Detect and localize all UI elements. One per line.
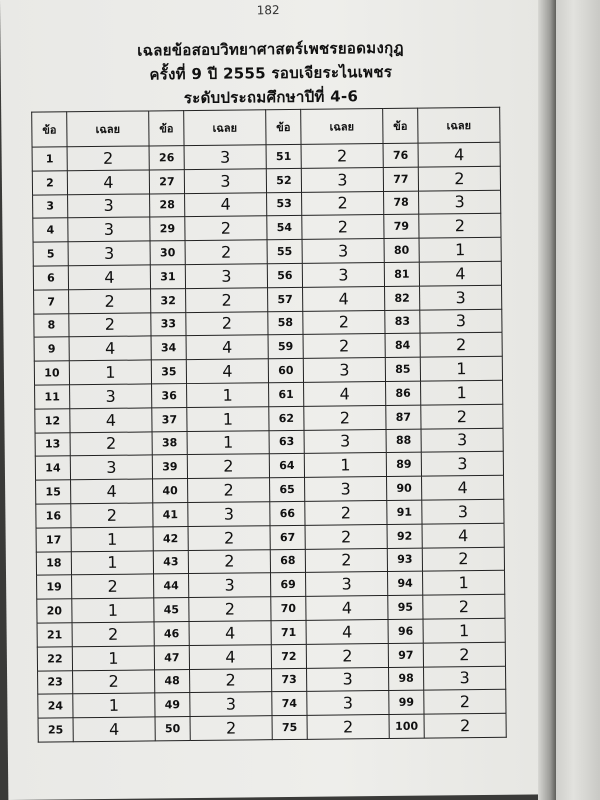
- answer-value: 2: [424, 690, 506, 715]
- question-number: 90: [387, 476, 422, 500]
- question-number: 11: [35, 385, 70, 409]
- page-number: 182: [256, 3, 280, 18]
- book-spine: [538, 0, 558, 800]
- answer-value: 1: [423, 571, 505, 596]
- answer-table: [31, 107, 507, 743]
- answer-value: 2: [423, 594, 505, 619]
- question-number: 13: [35, 432, 70, 456]
- answer-value: 3: [424, 666, 506, 691]
- answer-value: 3: [185, 264, 267, 289]
- answer-value: 2: [418, 166, 500, 191]
- answer-value: 3: [305, 477, 387, 502]
- answer-value: 3: [302, 262, 384, 287]
- answer-value: 2: [71, 503, 153, 528]
- answer-value: 4: [306, 619, 388, 644]
- answer-value: 2: [69, 313, 151, 338]
- question-number: 5: [33, 242, 68, 266]
- answer-value: 4: [186, 335, 268, 360]
- answer-value: 1: [423, 618, 505, 643]
- answer-value: 3: [421, 452, 503, 477]
- answer-value: 1: [71, 550, 153, 575]
- answer-value: 3: [420, 285, 502, 310]
- header-question: ข้อ: [32, 112, 67, 147]
- question-number: 99: [389, 690, 424, 714]
- answer-value: 3: [301, 167, 383, 192]
- question-number: 72: [271, 644, 306, 668]
- question-number: 94: [388, 571, 423, 595]
- question-number: 9: [34, 337, 69, 361]
- answer-value: 4: [418, 142, 500, 167]
- question-number: 82: [385, 286, 420, 310]
- answer-value: 2: [185, 240, 267, 265]
- question-number: 98: [389, 667, 424, 691]
- answer-value: 1: [421, 380, 503, 405]
- question-number: 44: [154, 574, 189, 598]
- question-number: 88: [386, 429, 421, 453]
- answer-value: 2: [305, 524, 387, 549]
- question-number: 48: [155, 669, 190, 693]
- question-number: 22: [37, 647, 72, 671]
- answer-value: 2: [187, 454, 269, 479]
- answer-value: 3: [306, 572, 388, 597]
- answer-value: 3: [303, 358, 385, 383]
- question-number: 4: [33, 218, 68, 242]
- answer-value: 2: [420, 333, 502, 358]
- answer-value: 4: [71, 479, 153, 504]
- question-number: 37: [152, 407, 187, 431]
- question-number: 91: [387, 500, 422, 524]
- question-number: 77: [383, 167, 418, 191]
- question-number: 25: [38, 718, 73, 742]
- answer-value: 1: [187, 383, 269, 408]
- question-number: 14: [35, 456, 70, 480]
- question-number: 61: [269, 382, 304, 406]
- answer-value: 2: [303, 310, 385, 335]
- answer-value: 3: [70, 384, 152, 409]
- answer-value: 1: [187, 430, 269, 455]
- answer-value: 2: [421, 404, 503, 429]
- answer-value: 2: [422, 547, 504, 572]
- answer-value: 1: [187, 406, 269, 431]
- answer-value: 2: [306, 643, 388, 668]
- question-number: 52: [266, 168, 301, 192]
- answer-value: 3: [70, 455, 152, 480]
- answer-value: 2: [69, 289, 151, 314]
- answer-value: 3: [421, 428, 503, 453]
- question-number: 49: [155, 693, 190, 717]
- question-number: 40: [153, 479, 188, 503]
- answer-value: 4: [422, 523, 504, 548]
- answer-value: 4: [67, 170, 149, 195]
- answer-value: 3: [190, 692, 272, 717]
- question-number: 20: [37, 599, 72, 623]
- question-number: 69: [271, 573, 306, 597]
- answer-value: 3: [302, 239, 384, 264]
- question-number: 67: [270, 525, 305, 549]
- question-number: 35: [151, 360, 186, 384]
- header-answer: เฉลย: [67, 111, 149, 147]
- question-number: 10: [34, 361, 69, 385]
- title-line-2: ครั้งที่ 9 ปี 2555 รอบเจียระไนเพชร: [149, 62, 393, 84]
- question-number: 50: [155, 717, 190, 741]
- question-number: 34: [151, 336, 186, 360]
- answer-value: 3: [68, 194, 150, 219]
- answer-value: 2: [67, 146, 149, 171]
- answer-value: 2: [305, 500, 387, 525]
- question-number: 41: [153, 503, 188, 527]
- question-number: 36: [152, 384, 187, 408]
- answer-value: 2: [304, 405, 386, 430]
- question-number: 16: [36, 504, 71, 528]
- question-number: 93: [387, 548, 422, 572]
- question-number: 54: [267, 216, 302, 240]
- question-number: 58: [268, 311, 303, 335]
- question-number: 84: [385, 333, 420, 357]
- question-number: 33: [151, 312, 186, 336]
- question-number: 86: [386, 381, 421, 405]
- answer-value: 4: [422, 475, 504, 500]
- answer-value: 4: [185, 192, 267, 217]
- answer-value: 1: [420, 356, 502, 381]
- question-number: 24: [38, 694, 73, 718]
- question-number: 2: [32, 171, 67, 195]
- question-number: 28: [150, 193, 185, 217]
- question-number: 63: [269, 430, 304, 454]
- answer-value: 2: [188, 549, 270, 574]
- answer-value: 2: [73, 669, 155, 694]
- question-number: 78: [384, 191, 419, 215]
- answer-value: 2: [303, 334, 385, 359]
- answer-value: 2: [302, 215, 384, 240]
- header-question: ข้อ: [383, 108, 418, 143]
- question-number: 26: [149, 146, 184, 170]
- header-question: ข้อ: [266, 109, 301, 144]
- question-number: 57: [268, 287, 303, 311]
- answer-value: 1: [69, 360, 151, 385]
- answer-value: 2: [188, 478, 270, 503]
- question-number: 97: [388, 643, 423, 667]
- answer-value: 4: [304, 381, 386, 406]
- answer-value: 4: [69, 336, 151, 361]
- question-number: 3: [33, 194, 68, 218]
- question-number: 39: [152, 455, 187, 479]
- question-number: 59: [268, 335, 303, 359]
- answer-value: 2: [186, 311, 268, 336]
- answer-value: 3: [188, 502, 270, 527]
- answer-value: 3: [304, 429, 386, 454]
- answer-value: 2: [186, 287, 268, 312]
- question-number: 56: [267, 263, 302, 287]
- answer-value: 4: [306, 596, 388, 621]
- answer-value: 3: [420, 309, 502, 334]
- answer-value: 2: [423, 642, 505, 667]
- answer-value: 2: [190, 668, 272, 693]
- answer-value: 2: [307, 715, 389, 740]
- question-number: 29: [150, 217, 185, 241]
- question-number: 68: [270, 549, 305, 573]
- answer-value: 3: [184, 145, 266, 170]
- answer-value: 4: [70, 408, 152, 433]
- question-number: 95: [388, 595, 423, 619]
- answer-value: 2: [190, 716, 272, 741]
- question-number: 38: [152, 431, 187, 455]
- question-number: 87: [386, 405, 421, 429]
- answer-value: 1: [72, 646, 154, 671]
- answer-value: 2: [424, 713, 506, 738]
- question-number: 17: [36, 528, 71, 552]
- question-number: 92: [387, 524, 422, 548]
- question-number: 96: [388, 619, 423, 643]
- question-number: 27: [149, 169, 184, 193]
- question-number: 21: [37, 623, 72, 647]
- answer-value: 2: [72, 622, 154, 647]
- title-block: [20, 35, 521, 112]
- answer-value: 2: [185, 216, 267, 241]
- answer-value: 4: [189, 621, 271, 646]
- question-number: 62: [269, 406, 304, 430]
- answer-value: 4: [73, 717, 155, 742]
- answer-value: 2: [70, 431, 152, 456]
- question-number: 71: [271, 620, 306, 644]
- question-number: 89: [386, 452, 421, 476]
- question-number: 47: [154, 645, 189, 669]
- answer-value: 3: [189, 573, 271, 598]
- question-number: 1: [32, 147, 67, 171]
- question-number: 66: [270, 501, 305, 525]
- question-number: 74: [272, 692, 307, 716]
- answer-table-body: [32, 142, 506, 742]
- question-number: 32: [151, 288, 186, 312]
- question-number: 8: [34, 313, 69, 337]
- question-number: 15: [36, 480, 71, 504]
- question-number: 81: [384, 262, 419, 286]
- answer-value: 3: [184, 169, 266, 194]
- table-row: [38, 713, 506, 742]
- title-line-3: ระดับประถมศึกษาปีที่ 4-6: [183, 87, 359, 108]
- answer-value: 3: [68, 217, 150, 242]
- answer-value: 4: [68, 265, 150, 290]
- header-answer: เฉลย: [301, 108, 383, 144]
- question-number: 51: [266, 144, 301, 168]
- answer-value: 2: [302, 191, 384, 216]
- question-number: 70: [271, 596, 306, 620]
- question-number: 45: [154, 598, 189, 622]
- question-number: 76: [383, 143, 418, 167]
- answer-value: 2: [188, 525, 270, 550]
- answer-value: 2: [419, 214, 501, 239]
- answer-value: 1: [73, 693, 155, 718]
- answer-value: 2: [305, 548, 387, 573]
- answer-value: 3: [68, 241, 150, 266]
- question-number: 64: [269, 454, 304, 478]
- question-number: 55: [267, 240, 302, 264]
- question-number: 6: [33, 266, 68, 290]
- answer-value: 2: [189, 597, 271, 622]
- header-row: [32, 107, 500, 147]
- question-number: 73: [272, 668, 307, 692]
- answer-value: 2: [301, 143, 383, 168]
- header-answer: เฉลย: [184, 110, 266, 146]
- answer-value: 3: [419, 190, 501, 215]
- question-number: 46: [154, 621, 189, 645]
- question-number: 85: [385, 357, 420, 381]
- question-number: 18: [36, 551, 71, 575]
- question-number: 60: [268, 359, 303, 383]
- answer-value: 4: [303, 286, 385, 311]
- answer-value: 3: [422, 499, 504, 524]
- question-number: 75: [272, 715, 307, 739]
- question-number: 19: [37, 575, 72, 599]
- header-answer: เฉลย: [418, 107, 500, 143]
- answer-value: 3: [307, 691, 389, 716]
- question-number: 42: [153, 526, 188, 550]
- answer-value: 2: [72, 574, 154, 599]
- question-number: 12: [35, 409, 70, 433]
- question-number: 100: [389, 714, 424, 738]
- answer-value: 4: [189, 644, 271, 669]
- title-line-1: เฉลยข้อสอบวิทยาศาสตร์เพชรยอดมงกุฎ: [137, 38, 404, 60]
- answer-value: 1: [419, 237, 501, 262]
- question-number: 79: [384, 215, 419, 239]
- question-number: 80: [384, 238, 419, 262]
- answer-value: 1: [304, 453, 386, 478]
- header-question: ข้อ: [149, 111, 184, 146]
- answer-value: 1: [72, 598, 154, 623]
- facing-page-edge: [556, 0, 600, 800]
- question-number: 65: [270, 477, 305, 501]
- answer-value: 4: [419, 261, 501, 286]
- question-number: 31: [150, 265, 185, 289]
- answer-value: 1: [71, 527, 153, 552]
- answer-value: 4: [186, 359, 268, 384]
- question-number: 83: [385, 310, 420, 334]
- question-number: 30: [150, 241, 185, 265]
- answer-value: 3: [307, 667, 389, 692]
- question-number: 53: [267, 192, 302, 216]
- question-number: 43: [153, 550, 188, 574]
- question-number: 23: [38, 670, 73, 694]
- question-number: 7: [34, 290, 69, 314]
